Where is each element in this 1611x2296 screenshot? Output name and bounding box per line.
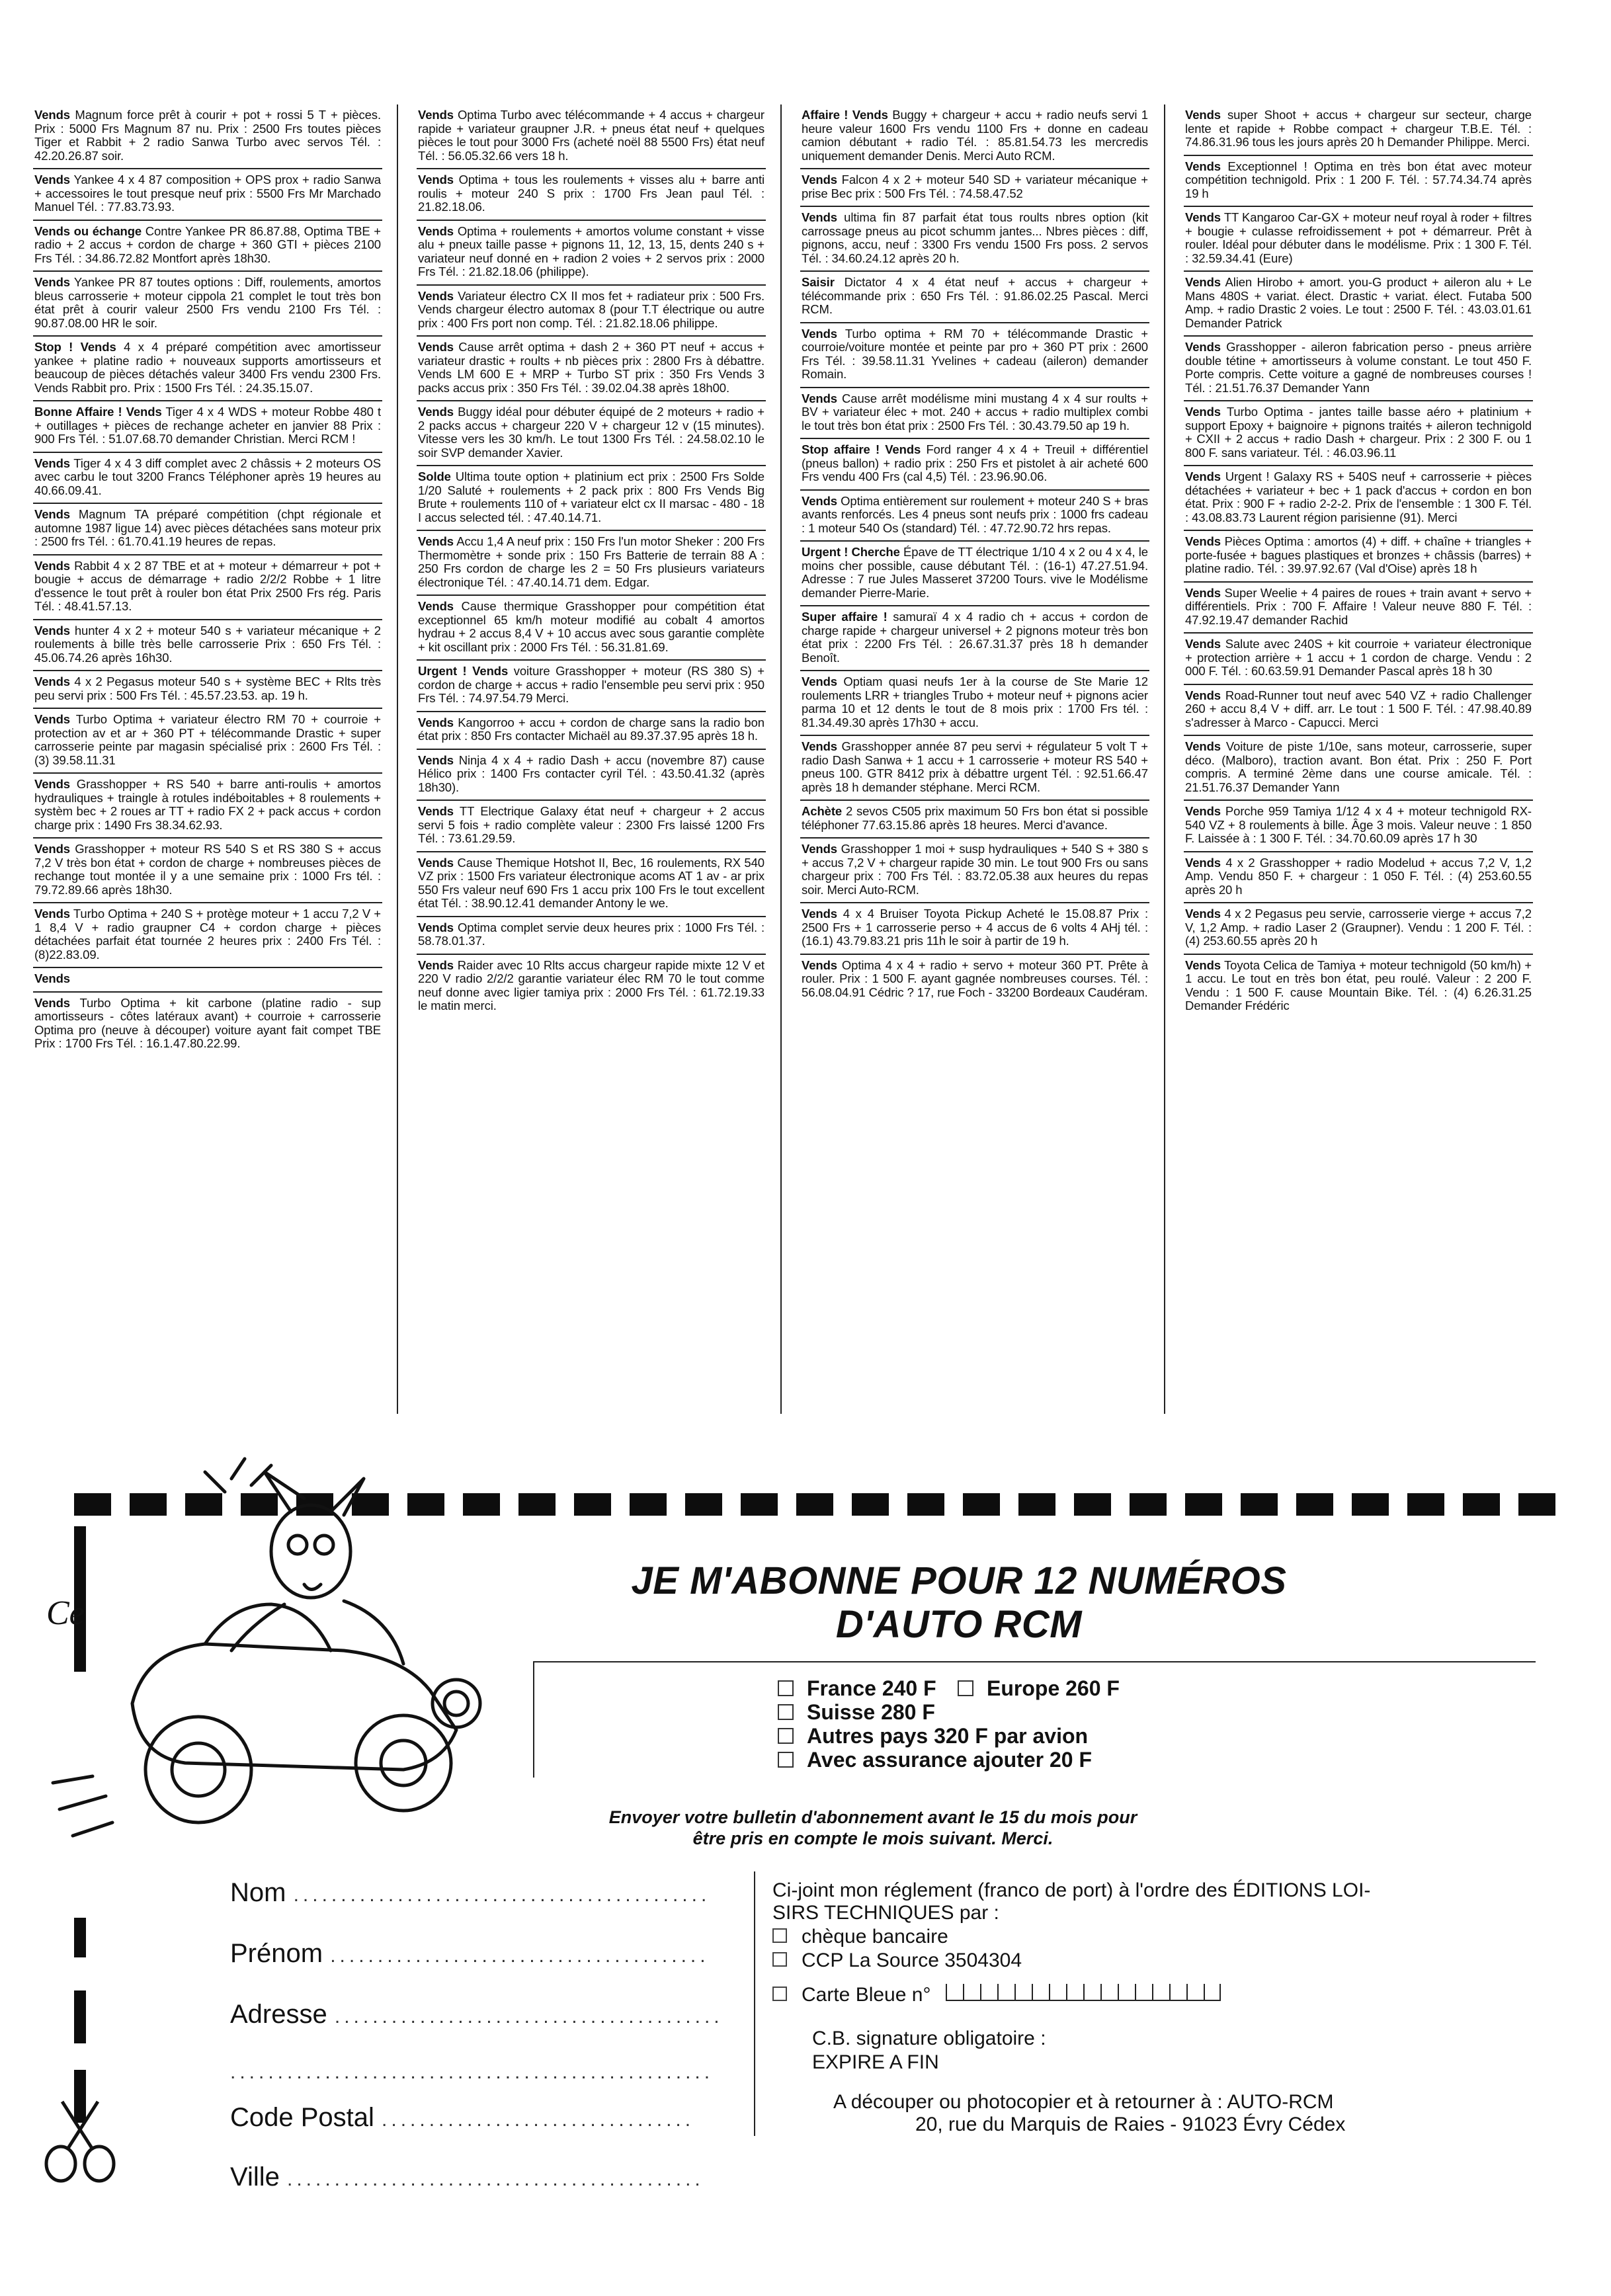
ad-text: Raider avec 10 Rlts accus chargeur rapide mixte 12 V et 220 V radio 2/2/2 garantie variateur élec RM 70 le tout comme neuf donne avec ligier tamiya prix : 2000 Frs Tél. : 61.72.19.33 le matin merci. — [418, 958, 764, 1012]
ad-text: super Shoot + accus + chargeur sur secteur, charge lente et rapide + Robbe compact + chargeur T.B.E. Tél. : 74.86.31.96 tous les jours après 20 h Demander Philippe. Merci. — [1185, 108, 1532, 149]
classified-ad — [417, 286, 766, 337]
ad-text: 4 x 4 préparé compétition avec amortisseur yankee + platine radio + nouveaux supports amortisseurs et beaucoup de pièces détachés valeur 3400 Frs vendu 2300 Frs. Vends Rabbit pro. Prix : 1500 Frs Tél. : 24.35.15.07. — [34, 340, 381, 395]
card-digit-box[interactable] — [1152, 1984, 1169, 2001]
classifieds-column-1 — [33, 104, 382, 1414]
ad-text: Turbo Optima + variateur électro RM 70 + courroie + protection av et ar + 360 PT + télécommande Drastic + super carrosserie peinte par magasin spécialisé prix : 2600 Frs Tél. : (3) 39.58.11.31 — [34, 712, 381, 767]
ad-lead: Vends — [802, 173, 837, 186]
classified-ad — [1184, 401, 1533, 466]
card-digit-box[interactable] — [963, 1984, 980, 2001]
ad-lead: Achète — [802, 804, 843, 818]
classified-ad — [800, 169, 1149, 207]
card-digit-box[interactable] — [1066, 1984, 1083, 2001]
ad-lead: Stop ! Vends — [34, 340, 116, 354]
ad-text: Tiger 4 x 4 WDS + moteur Robbe 480 t + outillages + pièces de rechange acheter en janvier 88 Prix : 900 Frs Tél. : 51.07.68.70 demander Christian. Merci RCM ! — [34, 405, 381, 446]
ad-lead: Vends — [418, 715, 454, 729]
card-digit-box[interactable] — [946, 1984, 963, 2001]
ad-lead: Stop affaire ! Vends — [802, 442, 921, 456]
notice-line-2: être pris en compte le mois suivant. Merci. — [692, 1828, 1053, 1848]
subscription-offers — [533, 1661, 1536, 1778]
cut-dash — [630, 1493, 667, 1516]
ad-lead: Vends — [1185, 585, 1221, 600]
classified-ad — [800, 736, 1149, 801]
ad-text: Ford ranger 4 x 4 + Treuil + différentiel (pneus ballon) + radio prix : 250 Frs et pistolet à air acheté 600 Frs vendu 400 Frs (cal 4,5) Tél. : 23.96.90.06. — [802, 442, 1148, 483]
cut-dash — [963, 1493, 1000, 1516]
ad-lead: Super affaire ! — [802, 610, 888, 624]
ad-lead: Vends — [802, 675, 837, 688]
ad-lead: Vends — [418, 108, 454, 122]
ad-text: TT Electrique Galaxy état neuf + chargeur + 2 accus servi 5 fois + radio complète valeur : 2300 Frs laissé 1200 Frs Tél. : 73.61.29.59. — [418, 804, 764, 845]
nom-input-line[interactable]: ............................................ — [293, 1884, 711, 1906]
cut-dash — [1241, 1493, 1278, 1516]
classified-ad — [33, 504, 382, 555]
subscription-notice — [489, 1807, 1257, 1849]
checkbox-icon[interactable] — [778, 1680, 794, 1696]
ad-text: Tiger 4 x 4 3 diff complet avec 2 châssis + 2 moteurs OS avec carbu le tout 3200 Francs Téléphoner après 19 heures au 40.66.09.41. — [34, 456, 381, 497]
ville-label: Ville — [230, 2162, 280, 2192]
code-postal-input-line[interactable]: ................................. — [382, 2109, 695, 2131]
classified-ad — [800, 671, 1149, 736]
ad-lead: Vends — [1185, 108, 1221, 122]
ad-lead: Urgent ! Vends — [418, 664, 509, 678]
ad-lead: Vends — [1185, 275, 1221, 289]
classified-ad — [417, 466, 766, 531]
ad-lead: Vends — [34, 712, 70, 726]
ad-lead: Vends — [34, 907, 70, 921]
ad-lead: Vends — [418, 224, 454, 238]
nom-label: Nom — [230, 1878, 286, 1907]
card-digit-box[interactable] — [1100, 1984, 1118, 2001]
classified-ad — [33, 774, 382, 839]
classified-ad — [1184, 207, 1533, 272]
ad-text: Turbo Optima + kit carbone (platine radio - sup amortisseurs - côtes latéraux avant) + courroie + carrosserie Optima pro (neuve à découper) voiture ayant fait compet TBE Prix : 1700 Frs Tél. : 16.1.47.80.22.99. — [34, 995, 381, 1050]
classified-ad — [800, 801, 1149, 839]
ad-lead: Vends — [34, 971, 70, 985]
adresse-label: Adresse — [230, 2000, 327, 2029]
classified-ad — [33, 337, 382, 401]
ad-text: Grasshopper 1 moi + susp hydrauliques + 540 S + 380 s + accus 7,2 V + chargeur rapide 30 min. Le tout 900 Frs ou sans chargeur prix : 700 Frs Tél. : 83.72.05.38 aux heures du repas soir. Merci Auto-RCM. — [802, 842, 1148, 897]
classified-ad — [33, 968, 382, 993]
classified-ad — [33, 221, 382, 272]
ad-lead: Vends — [34, 558, 70, 573]
prenom-input-line[interactable]: ........................................ — [330, 1945, 710, 1967]
ad-text: Contre Yankee PR 86.87.88, Optima TBE + radio + 2 accus + cordon de charge + 360 GTI + pièces 2100 Frs Tél. : 34.86.72.82 Montfort après 18h30. — [34, 224, 381, 265]
ad-lead: Vends — [1185, 405, 1221, 419]
classified-ad — [33, 620, 382, 672]
card-digit-box[interactable] — [997, 1984, 1014, 2001]
ville-field[interactable] — [230, 2162, 704, 2192]
ad-text: Optima complet servie deux heures prix : 1000 Frs Tél. : 58.78.01.37. — [418, 920, 764, 948]
classified-ad — [33, 453, 382, 505]
classified-ad — [1184, 337, 1533, 401]
classified-ad — [417, 169, 766, 221]
classified-ad — [417, 104, 766, 169]
cut-dash — [907, 1493, 944, 1516]
ad-text: 4 x 2 Pegasus peu servie, carrosserie vierge + accus 7,2 V, 1,2 Amp. + radio Laser 2 (Graupner). Vendu : 1 200 F. Tél. : (4) 253.60.55 après 20 h — [1185, 907, 1532, 948]
classified-ad — [1184, 104, 1533, 156]
ville-input-line[interactable]: ............................................ — [287, 2168, 704, 2190]
ad-text: Super Weelie + 4 paires de roues + train avant + servo + différentiels. Prix : 700 F. Affaire ! Valeur neuve 880 F. Tél. : 47.92.19.47 demander Rachid — [1185, 585, 1532, 627]
ad-lead: Vends — [418, 804, 454, 818]
ad-text: hunter 4 x 2 + moteur 540 s + variateur mécanique + 2 roulements à bille très belle carrosserie Prix : 650 Frs Tél. : 45.06.74.26 après 16h30. — [34, 623, 381, 665]
classified-ad — [417, 750, 766, 801]
classified-ad — [417, 337, 766, 401]
classified-ad — [800, 323, 1149, 388]
classified-ad — [1184, 685, 1533, 737]
cut-dash — [685, 1493, 722, 1516]
cb-signature: C.B. signature obligatoire : — [812, 2028, 1046, 2049]
card-digit-box[interactable] — [1169, 1984, 1186, 2001]
ad-text: TT Kangaroo Car-GX + moteur neuf royal à roder + filtres + bougie + culasse refroidissement + pot + démarreur. Prêt à rouler. Idéal pour débuter dans le modélisme. Prix : 1 300 F. Tél. : 32.59.34.41 (Eure) — [1185, 210, 1532, 265]
ad-text: Grasshopper + RS 540 + barre anti-roulis + amortos hydrauliques + traingle à rotules indéboitables + 8 roulements + systèm bec + 2 roues ar TT + radio FX 2 + pack accus + cordon charge prix : 1490 Frs 38.34.62.93. — [34, 777, 381, 832]
code-postal-label: Code Postal — [230, 2103, 374, 2132]
column-divider — [397, 104, 398, 1414]
classified-ad — [417, 401, 766, 466]
ad-lead: Vends — [34, 507, 70, 521]
ad-text: Voiture de piste 1/10e, sans moteur, carrosserie, super déco. (Malboro), traction avant. Bon état. Prix : 250 F. Port compris. A terminé 2ème dans une course amicale. Tél. : 21.51.76.37 Demander Yann — [1185, 739, 1532, 794]
ad-lead: Vends — [802, 739, 837, 753]
ad-text: Kangorroo + accu + cordon de charge sans la radio bon état prix : 850 Frs contacter Michaël au 89.37.37.95 après 18 h. — [418, 715, 764, 743]
classified-ad — [417, 531, 766, 596]
ad-lead: Vends — [1185, 470, 1221, 483]
ad-lead: Vends — [34, 675, 70, 688]
card-digit-box[interactable] — [980, 1984, 997, 2001]
payment-line-1: Ci-joint mon réglement (franco de port) à l'ordre des ÉDITIONS LOI- — [772, 1879, 1371, 1901]
ad-lead: Vends — [418, 599, 454, 613]
ad-text: 4 x 4 Bruiser Toyota Pickup Acheté le 15.08.87 Prix : 2500 Frs + 1 carrosserie perso + 4 accus de 6 volts 4 AHj tél. : (16.1) 43.79.83.21 pris 11h le soir à partir de 19 h. — [802, 907, 1148, 948]
ad-text: Cause arrêt optima + dash 2 + 360 PT neuf + accus + variateur drastic + roults + nb pièces prix : 2800 Frs à débattre. Vends LM 600 E + MRP + Turbo ST prix : 350 Frs Vends 3 packs accus prix : 350 Frs Tél. : 39.02.04.38 après 18h00. — [418, 340, 765, 395]
prenom-field[interactable] — [230, 1939, 710, 1969]
ad-lead: Vends — [802, 958, 837, 972]
ad-lead: Vends — [34, 456, 70, 470]
ad-text: Cause thermique Grasshopper pour compétition état exceptionnel 65 km/h moteur modifié au cobalt 4 amortos hydrau + 2 accus 8,4 V + 10 accus avec sous garantie complète + kit oscillant prix : 2000 Frs Tél. : 56.31.81.69. — [418, 599, 764, 654]
subscription-headline — [595, 1559, 1323, 1647]
headline-line-2: D'AUTO RCM — [835, 1603, 1083, 1646]
prenom-label: Prénom — [230, 1939, 323, 1968]
ad-text: Yankee 4 x 4 87 composition + OPS prox + radio Sanwa + accessoires le tout presque neuf prix : 5500 Frs Mr Marchado Manuel Tél. : 77.83.73.93. — [34, 173, 381, 214]
cut-dash — [1185, 1493, 1222, 1516]
ad-lead: Vends — [1185, 210, 1221, 224]
cut-dash — [1407, 1493, 1444, 1516]
classified-ad — [33, 272, 382, 337]
ad-lead: Affaire ! Vends — [802, 108, 888, 122]
classified-ad — [33, 671, 382, 709]
ad-lead: Vends — [34, 777, 70, 791]
classified-ad — [800, 104, 1149, 169]
ad-text: voiture Grasshopper + moteur (RS 380 S) + cordon de charge + accus + radio l'ensemble peu servi prix : 950 Frs Tél. : 74.97.54.79 Merci. — [418, 664, 764, 705]
ad-text: Urgent ! Galaxy RS + 540S neuf + carrosserie + pièces détachées + variateur + bec + 1 pack d'accus + cordon en bon état. Prix : 900 F + radio 2-2-2. Prix de l'ensemble : 1 300 F. Tél. : 43.08.83.73 Laurent région parisienne (91). Merci — [1185, 470, 1532, 524]
ad-text: Optima Turbo avec télécommande + 4 accus + chargeur rapide + variateur graupner J.R. + pneus état neuf + quelques pièces le tout pour 3000 Frs (acheté noël 88 5500 Frs) état neuf Tél. : 56.05.32.66 vers 18 h. — [418, 108, 764, 163]
classified-ad — [800, 207, 1149, 272]
ad-text: Exceptionnel ! Optima en très bon état avec moteur compétition technigold. Prix : 1 200 F. Tél. : 57.74.34.74 après 19 h — [1185, 159, 1532, 200]
ad-lead: Vends — [418, 405, 454, 419]
ad-lead: Vends — [802, 842, 837, 856]
classified-ad — [800, 606, 1149, 671]
cb-expire[interactable]: EXPIRE A FIN — [812, 2051, 939, 2073]
adresse-input-line[interactable]: ......................................... — [334, 2006, 723, 2028]
ad-text: Optima + tous les roulements + visses alu + barre anti roulis + moteur 240 S prix : 1700 Frs Jean paul Tél. : 21.82.18.06. — [418, 173, 764, 214]
ad-text: Buggy + chargeur + accu + radio neufs servi 1 heure valeur 1600 Frs vendu 1100 Frs + donne en cadeau camion débutant + radio Tél. : 85.81.54.73 les mercredis uniquement demander Denis. Merci Auto RCM. — [802, 108, 1148, 163]
ad-lead: Vends — [1185, 688, 1221, 702]
ad-text: Yankee PR 87 toutes options : Diff, roulements, amortos bleus carrosserie + moteur cippola 21 complet le tout très bon état prêt à courir valeur 2500 Frs vendu 2100 Frs Tél. : 90.87.08.00 HR le soir. — [34, 275, 381, 330]
card-digit-box[interactable] — [1118, 1984, 1135, 2001]
cut-dash — [574, 1493, 611, 1516]
cut-dash — [852, 1493, 889, 1516]
column-divider — [1164, 104, 1165, 1414]
classified-ad — [800, 839, 1149, 903]
notice-line-1: Envoyer votre bulletin d'abonnement avant le 15 du mois pour — [608, 1807, 1137, 1827]
classified-ad — [33, 104, 382, 169]
offer-autres-pays[interactable]: Autres pays 320 F par avion — [778, 1725, 1088, 1747]
ad-text: Grasshopper - aileron fabrication perso - pneus arrière double tétine + amortisseurs à volume constant. Le tout 450 F. Porte compris. Cette voiture a gagné de nombreuses courses ! Tél. : 21.51.76.37 Demander Yann — [1185, 340, 1532, 395]
classified-ad — [800, 955, 1149, 1005]
ad-lead: Vends — [34, 995, 70, 1010]
classifieds-column-4 — [1184, 104, 1533, 1414]
ad-text: samuraï 4 x 4 radio ch + accus + cordon de charge rapide + chargeur universel + 2 pignons moteur très bon état prix : 2200 Frs Tél. : 26.67.31.37 près 18 h demander Benoît. — [802, 610, 1148, 665]
ad-text: 2 sevos C505 prix maximum 50 Frs bon état si possible téléphoner 77.63.15.86 après 18 heures. Merci d'avance. — [802, 804, 1149, 832]
classifieds-area — [33, 104, 1536, 1415]
headline-line-1: JE M'ABONNE POUR 12 NUMÉROS — [631, 1559, 1287, 1602]
card-digit-box[interactable] — [1032, 1984, 1049, 2001]
cut-dash — [1518, 1493, 1555, 1516]
ad-text: Alien Hirobo + amort. you-G product + aileron alu + Le Mans 480S + variat. élect. Drastic + variat. élect. Futaba 500 Amp. + radio Drastic 2 voies. Le tout : 2500 F. Tél. : 43.03.01.61 Demander Patrick — [1185, 275, 1532, 330]
adresse-line-2[interactable] — [230, 2055, 714, 2085]
cut-dash — [1463, 1493, 1500, 1516]
classified-ad — [33, 169, 382, 221]
ad-text: ultima fin 87 parfait état tous roults nbres option (kit carrossage pneus au picot schumm jantes... Nbres pièces : diff, pignons, accu, neuf : 3300 Frs vendu 1500 Frs poss. 2 servos Tél. : 34.60.24.12 après 20 h. — [802, 210, 1148, 265]
classified-ad — [800, 439, 1149, 491]
code-postal-field[interactable] — [230, 2103, 694, 2133]
offer-suisse[interactable]: Suisse 280 F — [778, 1701, 935, 1723]
ad-lead: Vends — [802, 493, 837, 508]
offer-france[interactable]: France 240 F — [778, 1677, 936, 1700]
offer-assurance[interactable]: Avec assurance ajouter 20 F — [778, 1748, 1092, 1771]
classified-ad — [33, 401, 382, 453]
classified-ad — [1184, 634, 1533, 685]
ad-text: Optima 4 x 4 + radio + servo + moteur 360 PT. Prête à rouler. Prix : 1 500 F. ayant gagnée nombreuses courses. Tél. : 56.08.04.91 Cédric ? 17, rue Foch - 33200 Bordeaux Caudéram. — [802, 958, 1148, 999]
ad-lead: Vends — [34, 173, 70, 186]
ad-text: Turbo optima + RM 70 + télécommande Drastic + courroie/voiture montée et peinte par pro + 360 PT prix : 2600 Frs Tél. : 39.58.11.31 Yvelines + cadeau (aileron) demander Romain. — [802, 326, 1148, 381]
offer-europe[interactable]: Europe 260 F — [958, 1677, 1120, 1700]
ad-lead: Vends — [418, 340, 454, 354]
cut-dash — [1352, 1493, 1389, 1516]
ad-text: Ninja 4 x 4 + radio Dash + accu (novembre 87) cause Hélico prix : 1400 Frs contacter cyril Tél. : 43.50.41.32 (après 18h30). — [418, 753, 765, 794]
ad-lead: Vends — [34, 275, 70, 289]
classified-ad — [1184, 852, 1533, 904]
return-line-2: 20, rue du Marquis de Raies - 91023 Évry Cédex — [915, 2113, 1346, 2135]
ad-text: Salute avec 240S + kit courroie + variateur électronique + protection arrière + 1 accu + 1 cordon de charge. Vendu : 2 000 F. Tél. : 60.63.59.91 Demander Pascal après 18 h 30 — [1185, 637, 1532, 678]
ad-text: Optima + roulements + amortos volume constant + visse alu + pneux taille passe + pignons 11, 12, 13, 15, dents 240 s + variateur neuf donné en + radion 2 voies + 2 servos prix : 2000 Frs Tél. : 21.82.18.06 (philippe). — [418, 224, 764, 278]
classifieds-column-3 — [800, 104, 1149, 1414]
ad-lead: Vends — [418, 920, 454, 934]
ad-text: Dictator 4 x 4 état neuf + accus + chargeur + télécommande prix : 650 Frs Tél. : 91.86.02.25 Pascal. Merci RCM. — [802, 275, 1148, 316]
classified-ad — [1184, 736, 1533, 801]
scissors-icon — [41, 2098, 120, 2190]
cartoon-car-illustration — [33, 1452, 549, 1862]
ad-text: Falcon 4 x 2 + moteur 540 SD + variateur mécanique + prise Bec prix : 500 Frs Tél. : 74.58.47.52 — [802, 173, 1149, 200]
classified-ad — [1184, 801, 1533, 852]
payment-line-2: SIRS TECHNIQUES par : — [772, 1902, 999, 1924]
card-digit-box[interactable] — [1014, 1984, 1032, 2001]
ad-text: Grasshopper année 87 peu servi + régulateur 5 volt T + radio Dash Sanwa + 1 accu + 1 carrosserie + moteur RS 540 + pneus 100. GTR 8412 prix à débattre urgent Tél. : 92.51.66.47 après 18 h demander stéphane. Merci RCM. — [802, 739, 1148, 794]
classified-ad — [33, 709, 382, 774]
ad-lead: Vends — [1185, 739, 1221, 753]
car-sign-text: Ce — [46, 1594, 85, 1632]
cut-dash — [1296, 1493, 1333, 1516]
classifieds-column-2 — [417, 104, 766, 1414]
ad-text: Optima entièrement sur roulement + moteur 240 S + bras avants renforcés. Les 4 pneus sont neufs prix : 1000 frs cadeau : 1 moteur 540 Os (standard) Tél. : 47.72.90.72 hrs repas. — [802, 493, 1148, 535]
carte-bleue-option[interactable]: Carte Bleue n° — [772, 1984, 1221, 2006]
classified-ad — [33, 993, 382, 1056]
ad-lead: Solde — [418, 470, 451, 483]
ad-lead: Vends — [418, 534, 454, 548]
cut-dash — [1130, 1493, 1167, 1516]
ad-text: Road-Runner tout neuf avec 540 VZ + radio Challenger 260 + accu 8,4 V + diff. arr. Le tout : 1 500 F. Tél. : 47.98.40.89 s'adresser à Marco - Capucci. Merci — [1185, 688, 1532, 729]
ad-lead: Vends — [418, 958, 454, 972]
ad-lead: Vends — [1185, 907, 1221, 921]
ad-lead: Vends — [1185, 637, 1221, 651]
classified-ad — [33, 839, 382, 903]
ad-lead: Vends — [1185, 804, 1221, 818]
ad-lead: Vends — [34, 842, 70, 856]
checkbox-icon[interactable] — [772, 1952, 787, 1967]
ad-lead: Vends — [1185, 855, 1221, 870]
ad-text: Porche 959 Tamiya 1/12 4 x 4 + moteur technigold RX-540 VZ + 8 roulements à bille. Âge 3 mois. Valeur neuve : 1 850 F. Laissée à : 1 300 F. Tél. : 34.70.60.09 après 17 h 30 — [1185, 804, 1532, 845]
classified-ad — [417, 801, 766, 852]
ad-lead: Vends — [418, 753, 454, 767]
checkbox-icon[interactable] — [778, 1704, 794, 1720]
classified-ad — [417, 661, 766, 712]
classified-ad — [800, 542, 1149, 606]
cheque-option[interactable]: chèque bancaire — [772, 1926, 948, 1948]
ad-text: 4 x 2 Pegasus moteur 540 s + système BEC + Rlts très peu servi prix : 500 Frs Tél. : 45.57.23.53. ap. 19 h. — [34, 675, 381, 702]
checkbox-icon[interactable] — [772, 1928, 787, 1943]
ad-lead: Vends — [802, 907, 837, 921]
ad-text: Magnum force prêt à courir + pot + rossi 5 T + pièces. Prix : 5000 Frs Magnum 87 nu. Prix : 2500 Frs toutes pièces Tiger et Rabbit + 2 radio Sanwa Turbo avec servos Tél. : 42.20.26.87 soir. — [34, 108, 381, 163]
ad-text: 4 x 2 Grasshopper + radio Modelud + accus 7,2 V, 1,2 Amp. Vendu 850 F. + chargeur : 1 050 F. Tél. : (4) 253.60.55 après 20 h — [1185, 855, 1532, 897]
ad-text: Cause Themique Hotshot II, Bec, 16 roulements, RX 540 VZ prix : 1500 Frs variateur électronique acoms AT 1 av - ar prix 550 Frs valeur neuf 690 Frs 1 accu prix 100 Frs le tout excellent état Tél. : 38.90.12.41 demander Antony le we. — [418, 855, 764, 910]
ad-text: Optiam quasi neufs 1er à la course de Ste Marie 12 roulements LRR + triangles Trubo + moteur neuf + pignons acier parma 10 et 12 dents le tout de 8 mois prix : 1700 Frs tél. : 81.34.49.30 après 17h30 + accu. — [802, 675, 1148, 729]
ad-lead: Vends — [34, 623, 70, 637]
ad-text: Buggy idéal pour débuter équipé de 2 moteurs + radio + 2 packs accus + chargeur 220 V + chargeur 12 v (15 minutes). Vitesse vers les 30 km/h. Le tout 1300 Frs Tél. : 24.58.02.10 le soir SVP demander Xavier. — [418, 405, 764, 460]
ad-text: Magnum TA préparé compétition (chpt régionale et automne 1987 ligue 14) avec pièces détachées sans moteur prix : 2500 frs Tél. : 61.70.41.19 heures de repas. — [34, 507, 381, 548]
nom-field[interactable] — [230, 1878, 710, 1908]
ad-text: Variateur électro CX II mos fet + radiateur prix : 500 Frs. Vends chargeur électro automax 8 (pour T.T électrique ou autre prix : 400 Frs port non comp. Tél. : 21.82.18.06 philippe. — [418, 288, 765, 330]
card-digit-box[interactable] — [1049, 1984, 1066, 2001]
cut-line-vertical — [74, 1918, 86, 1957]
classified-ad — [1184, 583, 1533, 634]
card-digit-box[interactable] — [1204, 1984, 1221, 2001]
ad-text: Épave de TT électrique 1/10 4 x 2 ou 4 x 4, le moins cher possible, cause débutant Tél. : (16-1) 47.27.51.94. Adresse : 7 rue Jules Masseret 37200 Tours. vive le Modélisme demander Pierre-Marie. — [802, 545, 1148, 600]
card-digit-box[interactable] — [1083, 1984, 1100, 2001]
classified-ad — [800, 491, 1149, 542]
classified-ad — [417, 596, 766, 661]
adresse-field[interactable] — [230, 2000, 723, 2030]
classified-ad — [1184, 531, 1533, 583]
form-divider — [754, 1871, 755, 2136]
ad-lead: Vends — [418, 173, 454, 186]
cut-dash — [1074, 1493, 1111, 1516]
classified-ad — [800, 388, 1149, 440]
classified-ad — [1184, 903, 1533, 955]
ad-lead: Vends — [1185, 340, 1221, 354]
column-divider — [780, 104, 782, 1414]
checkbox-icon[interactable] — [778, 1752, 794, 1768]
card-digit-box[interactable] — [1186, 1984, 1204, 2001]
ad-lead: Bonne Affaire ! Vends — [34, 405, 162, 419]
ad-text: Accu 1,4 A neuf prix : 150 Frs l'un motor Sheker : 200 Frs Thermomètre + sonde prix : 150 Frs Batterie de terrain 88 A : 250 Frs cordon de charge les 2 = 50 Frs plusieurs variateurs électronique Tél. : 47.40.14.71 dem. Edgar. — [418, 534, 764, 589]
return-address — [833, 2091, 1495, 2136]
cut-dash — [796, 1493, 833, 1516]
classified-ad — [417, 917, 766, 955]
card-number-boxes[interactable] — [946, 1984, 1221, 2006]
classified-ad — [1184, 466, 1533, 531]
ad-lead: Vends — [802, 391, 837, 405]
checkbox-icon[interactable] — [958, 1680, 973, 1696]
adresse-input-line-2[interactable]: ................................................... — [230, 2061, 714, 2083]
classified-ad — [800, 903, 1149, 955]
card-digit-box[interactable] — [1135, 1984, 1152, 2001]
ccp-option[interactable]: CCP La Source 3504304 — [772, 1949, 1022, 1972]
ad-lead: Vends — [1185, 958, 1221, 972]
cut-dash — [1018, 1493, 1055, 1516]
ad-text: Ultima toute option + platinium ect prix : 2500 Frs Solde 1/20 Saluté + roulements + 2 pack prix : 800 Frs Vends Big Brute + roulements 110 of + variateur elct cx II marsac - 480 - 18 I accus selected tél. : 47.40.14.71. — [418, 470, 764, 524]
return-line-1: A découper ou photocopier et à retourner à : AUTO-RCM — [833, 2091, 1334, 2113]
ad-lead: Vends — [802, 210, 837, 224]
ad-text: Grasshopper + moteur RS 540 S et RS 380 S + accus 7,2 V très bon état + cordon de charge + nombreuses pièces de rechange tout montée il y a une semaine prix : 1000 Frs tél. : 79.72.89.66 après 18h30. — [34, 842, 381, 897]
classified-ad — [1184, 272, 1533, 337]
ad-lead: Vends — [802, 326, 837, 341]
classified-ad — [417, 955, 766, 1018]
cut-dash — [741, 1493, 778, 1516]
ad-lead: Vends — [418, 288, 454, 303]
classified-ad — [1184, 955, 1533, 1018]
ad-text: Rabbit 4 x 2 87 TBE et at + moteur + démarreur + pot + bougie + accus de démarrage + radio 2/2/2 Robbe + 1 litre d'essence le tout prêt à rouler bon état Prix 2500 Frs rég. Paris Tél. : 48.41.57.13. — [34, 558, 381, 613]
classified-ad — [33, 903, 382, 968]
ad-lead: Vends ou échange — [34, 224, 142, 238]
classified-ad — [1184, 156, 1533, 208]
ad-lead: Urgent ! Cherche — [802, 545, 900, 559]
ad-lead: Vends — [1185, 534, 1221, 548]
ad-lead: Saisir — [802, 275, 835, 289]
ad-lead: Vends — [1185, 159, 1221, 173]
classified-ad — [417, 712, 766, 750]
cut-line-vertical — [74, 1990, 86, 2043]
ad-text: Pièces Optima : amortos (4) + diff. + chaîne + triangles + porte-fusée + bagues plastiques et bronzes + châssis (barres) + platine radio. Tél. : 39.97.92.67 (Val d'Oise) après 18 h — [1185, 534, 1532, 575]
ad-text: Turbo Optima - jantes taille basse aéro + platinium + support Epoxy + baignoire + pignons traités + aileron technigold + CXII + 2 accus + radio Dash + chargeur. Prix : 2 300 F. ou 1 800 F. sans variateur. Tél. : 46.03.96.11 — [1185, 405, 1532, 460]
checkbox-icon[interactable] — [772, 1987, 787, 2001]
classified-ad — [800, 272, 1149, 323]
ad-text: Cause arrêt modélisme mini mustang 4 x 4 sur roults + BV + variateur élec + mot. 240 + accus + radio multiplex combi le tout très bon état prix : 2500 Frs Tél. : 30.43.79.50 ap 19 h. — [802, 391, 1148, 432]
ad-text: Turbo Optima + 240 S + protège moteur + 1 accu 7,2 V + 1 8,4 V + radio graupner C4 + cordon charge + pièces détachées parfait état tournée 2 heures prix : 2400 Frs Tél. : (8)22.83.09. — [34, 907, 381, 962]
ad-lead: Vends — [34, 108, 70, 122]
ad-text: Toyota Celica de Tamiya + moteur technigold (50 km/h) + 1 accu. Le tout en très bon état, peu roulé. Valeur : 2 200 F. Vendu : 1 500 F. cause Mountain Bike. Tél. : (4) 6.26.31.25 Demander Frédéric — [1185, 958, 1532, 1012]
classified-ad — [417, 221, 766, 286]
ad-lead: Vends — [418, 855, 454, 870]
classified-ad — [417, 852, 766, 917]
checkbox-icon[interactable] — [778, 1728, 794, 1744]
classified-ad — [33, 555, 382, 620]
